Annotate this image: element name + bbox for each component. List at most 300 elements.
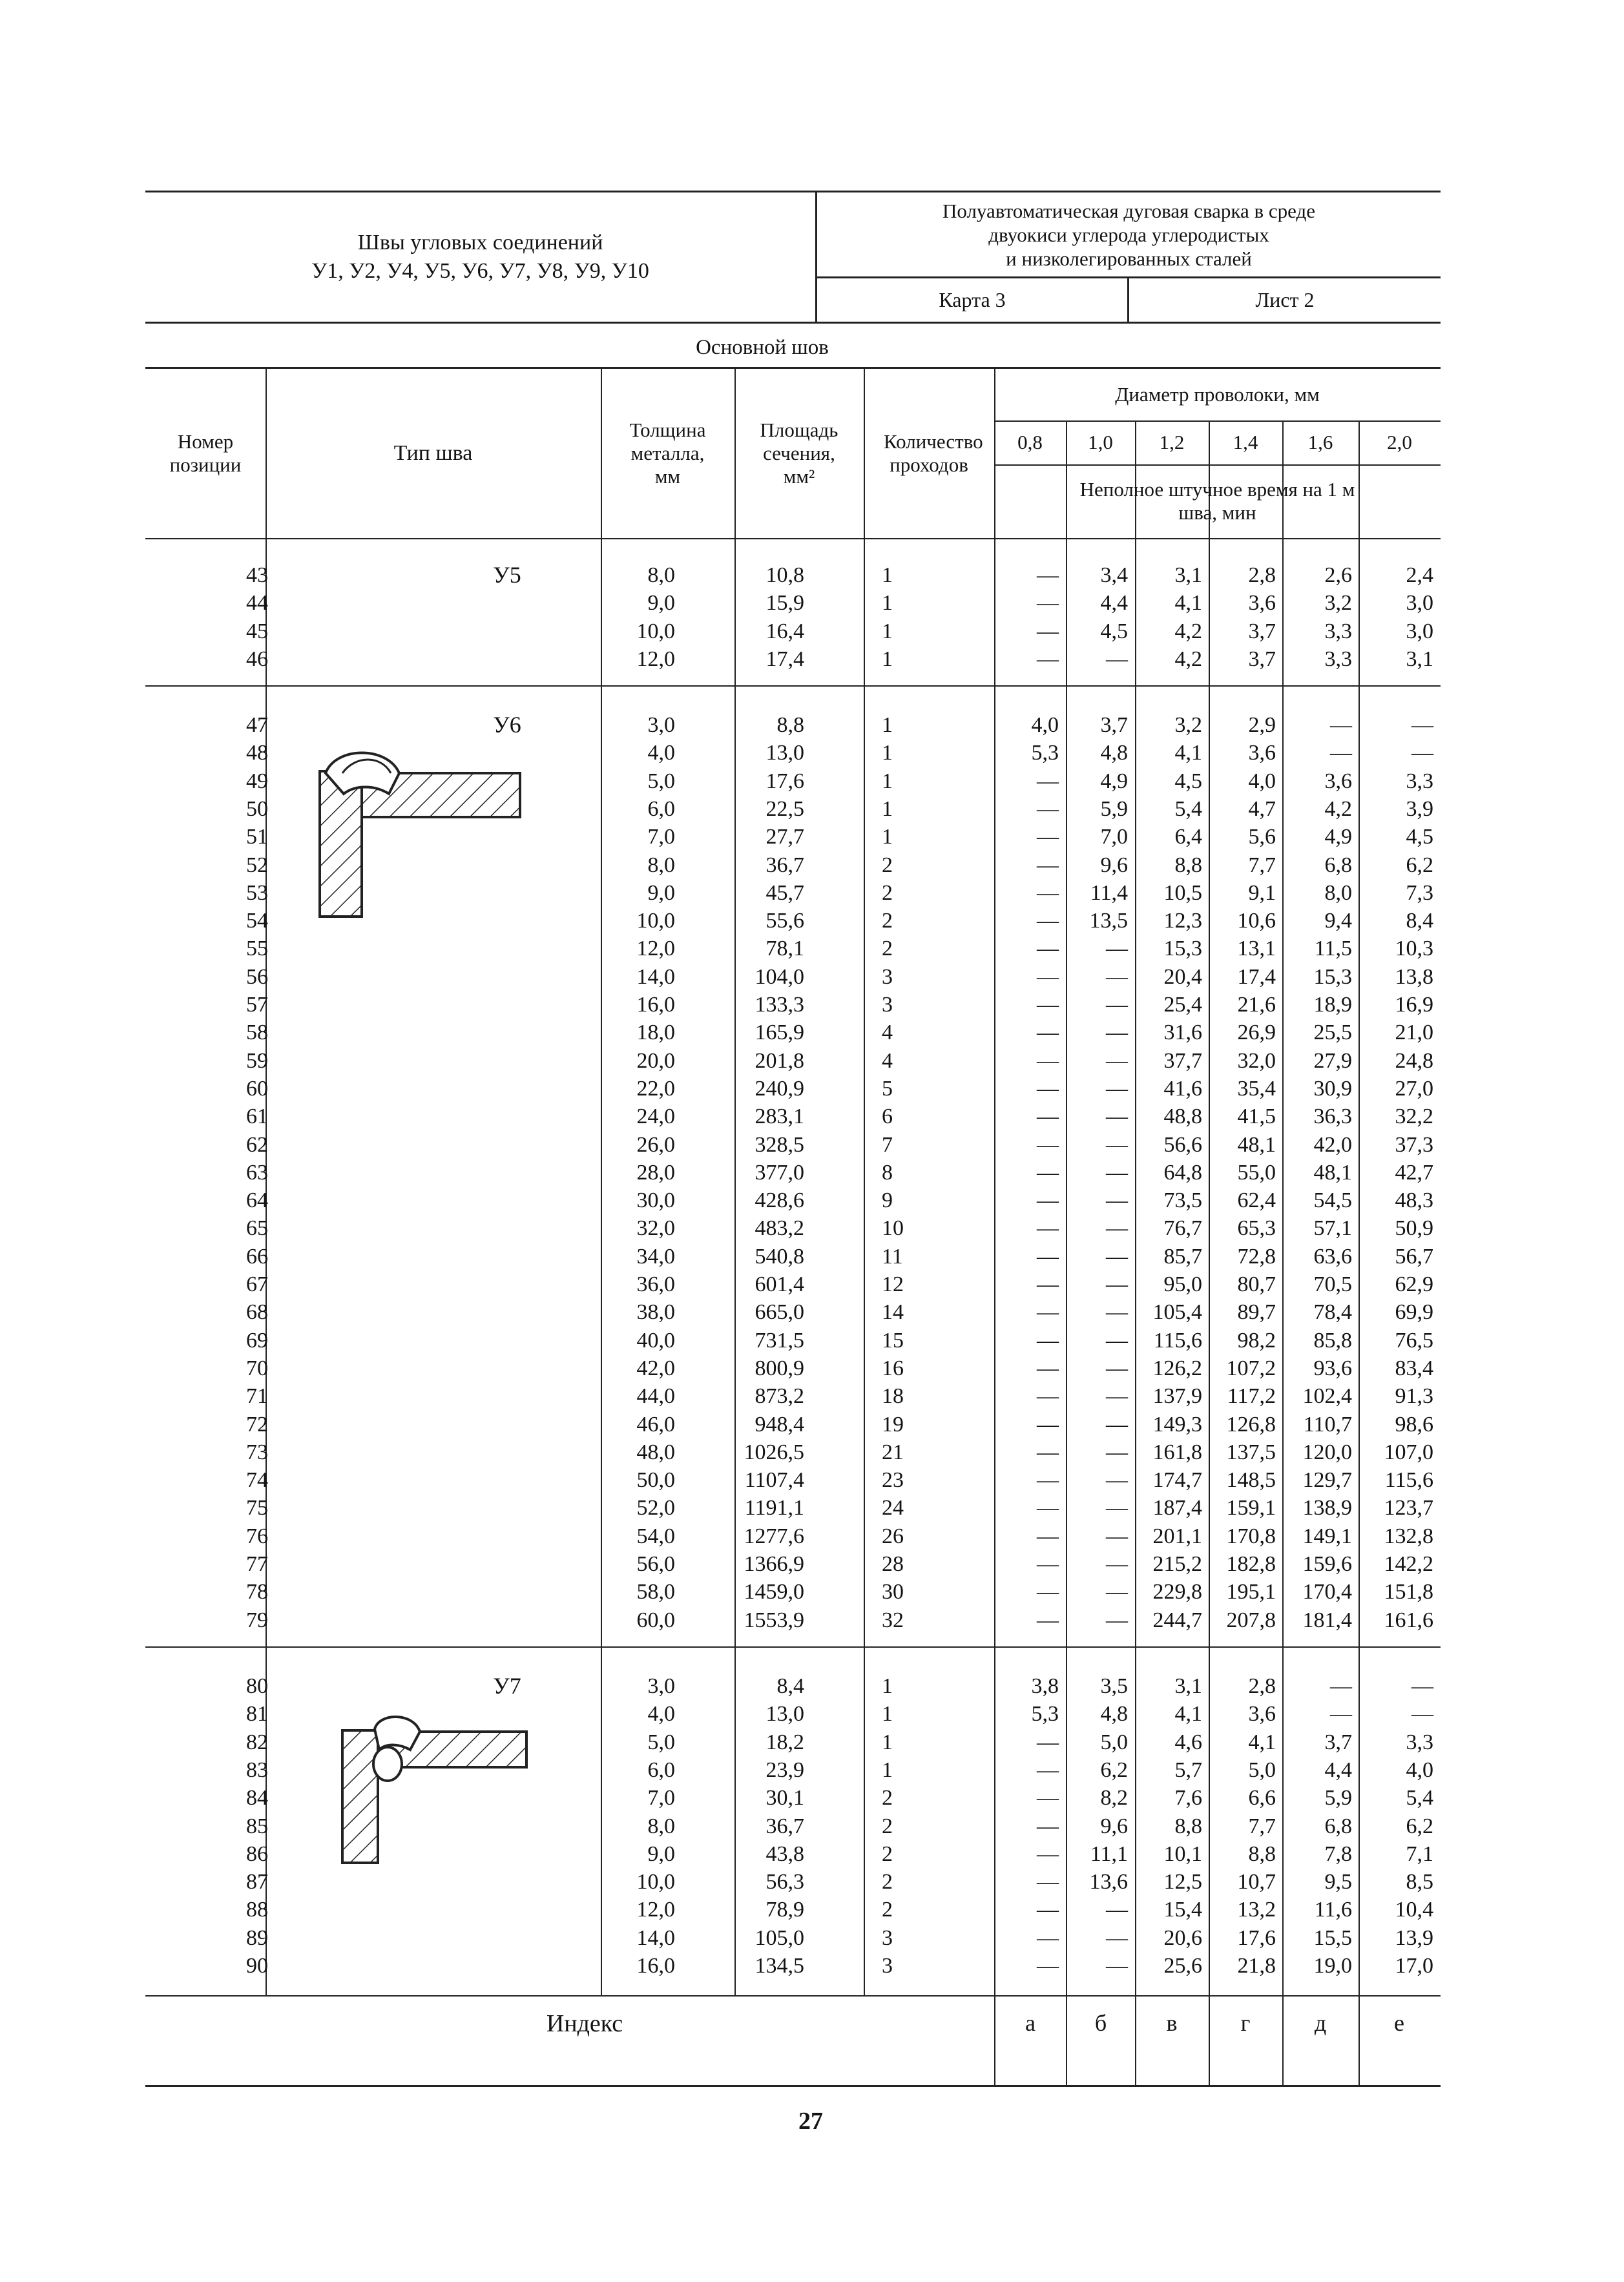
cell-time: 64,8 — [1163, 1160, 1202, 1185]
cell-time: 4,2 — [1174, 647, 1202, 671]
cell-time: 3,3 — [1324, 619, 1352, 643]
cell-time: 15,4 — [1163, 1898, 1202, 1922]
cell-area: 22,5 — [765, 796, 804, 821]
cell-time: — — [1106, 1076, 1128, 1101]
cell-passes: 2 — [882, 1870, 893, 1894]
cell-time: 115,6 — [1153, 1328, 1202, 1353]
cell-time: 20,6 — [1163, 1925, 1202, 1950]
cell-time: 42,7 — [1395, 1160, 1433, 1185]
cell-position: 66 — [246, 1244, 268, 1269]
cell-time: 36,3 — [1313, 1105, 1352, 1129]
cell-time: — — [1106, 1300, 1128, 1325]
colhdr-d-14: 1,4 — [1233, 431, 1258, 453]
cell-thickness: 12,0 — [636, 937, 675, 961]
cell-position: 49 — [246, 769, 268, 793]
cell-time: — — [1037, 591, 1059, 616]
cell-position: 55 — [246, 937, 268, 961]
cell-time: 3,5 — [1100, 1674, 1128, 1698]
cell-time: 5,6 — [1248, 825, 1276, 849]
cell-time: — — [1106, 1216, 1128, 1241]
cell-passes: 1 — [882, 563, 893, 587]
cell-time: 83,4 — [1395, 1356, 1433, 1380]
cell-passes: 2 — [882, 1814, 893, 1838]
cell-area: 240,9 — [755, 1076, 804, 1101]
cell-time: 107,2 — [1226, 1356, 1276, 1380]
cell-time: 5,4 — [1406, 1786, 1433, 1810]
cell-passes: 23 — [882, 1468, 904, 1493]
cell-time: — — [1330, 713, 1352, 737]
cell-passes: 2 — [882, 1841, 893, 1866]
cell-thickness: 16,0 — [636, 1954, 675, 1978]
header-seam-types — [145, 192, 817, 322]
cell-thickness: 6,0 — [647, 1758, 675, 1782]
cell-passes: 18 — [882, 1384, 904, 1409]
index-a: а — [1025, 2010, 1036, 2036]
cell-area: 328,5 — [755, 1132, 804, 1157]
cell-time: — — [1106, 1132, 1128, 1157]
cell-position: 86 — [246, 1841, 268, 1866]
cell-time: 3,6 — [1248, 591, 1276, 616]
cell-area: 78,9 — [765, 1898, 804, 1922]
cell-time: 78,4 — [1313, 1300, 1352, 1325]
cell-time: 9,1 — [1248, 880, 1276, 905]
cell-time: 31,6 — [1163, 1021, 1202, 1045]
cell-time: — — [1106, 1328, 1128, 1353]
cell-position: 47 — [246, 713, 268, 737]
cell-time: 57,1 — [1313, 1216, 1352, 1241]
cell-passes: 16 — [882, 1356, 904, 1380]
cell-time: 6,4 — [1174, 825, 1202, 849]
cell-time: 48,3 — [1395, 1188, 1433, 1213]
cell-time: 9,4 — [1324, 909, 1352, 933]
cell-thickness: 32,0 — [636, 1216, 675, 1241]
cell-time: — — [1106, 1496, 1128, 1520]
group-divider — [145, 1646, 1441, 1648]
cell-time: — — [1037, 1105, 1059, 1129]
cell-time: 17,0 — [1395, 1954, 1433, 1978]
cell-time: 21,6 — [1237, 993, 1276, 1017]
cell-time: 138,9 — [1302, 1496, 1352, 1520]
cell-area: 13,0 — [765, 1702, 804, 1727]
cell-time: 3,7 — [1248, 647, 1276, 671]
cell-time: 207,8 — [1226, 1608, 1276, 1632]
cell-area: 27,7 — [765, 825, 804, 849]
cell-time: — — [1037, 1730, 1059, 1754]
cell-time: — — [1037, 1384, 1059, 1409]
cell-time: 244,7 — [1152, 1608, 1202, 1632]
cell-time: 62,9 — [1395, 1272, 1433, 1296]
cell-time: 182,8 — [1226, 1552, 1276, 1576]
cell-time: 13,1 — [1237, 937, 1276, 961]
cell-time: 2,9 — [1248, 713, 1276, 737]
cell-time: 3,1 — [1406, 647, 1433, 671]
cell-time: — — [1106, 1552, 1128, 1576]
cell-thickness: 20,0 — [636, 1048, 675, 1073]
cell-time: 149,1 — [1302, 1524, 1352, 1548]
cell-time: — — [1037, 1524, 1059, 1548]
cell-thickness: 50,0 — [636, 1468, 675, 1493]
cell-time: 107,0 — [1384, 1440, 1433, 1464]
cell-time: 25,4 — [1163, 993, 1202, 1017]
cell-passes: 1 — [882, 1702, 893, 1727]
cell-area: 377,0 — [755, 1160, 804, 1185]
cell-passes: 1 — [882, 647, 893, 671]
cell-position: 81 — [246, 1702, 268, 1727]
cell-time: — — [1037, 1048, 1059, 1073]
cell-time: 4,0 — [1248, 769, 1276, 793]
cell-time: 5,9 — [1100, 796, 1128, 821]
cell-thickness: 22,0 — [636, 1076, 675, 1101]
cell-time: 5,0 — [1248, 1758, 1276, 1782]
cell-time: 32,0 — [1237, 1048, 1276, 1073]
cell-position: 90 — [246, 1954, 268, 1978]
cell-time: 5,9 — [1324, 1786, 1352, 1810]
cell-time: — — [1106, 1048, 1128, 1073]
cell-position: 65 — [246, 1216, 268, 1241]
cell-thickness: 52,0 — [636, 1496, 675, 1520]
cell-time: 24,8 — [1395, 1048, 1433, 1073]
cell-time: 89,7 — [1237, 1300, 1276, 1325]
cell-position: 70 — [246, 1356, 268, 1380]
cell-passes: 1 — [882, 713, 893, 737]
seam-type-label: У5 — [493, 562, 521, 588]
cell-thickness: 10,0 — [636, 1870, 675, 1894]
cell-time: 4,2 — [1324, 796, 1352, 821]
cell-time: 27,9 — [1313, 1048, 1352, 1073]
cell-time: 26,9 — [1237, 1021, 1276, 1045]
cell-position: 53 — [246, 880, 268, 905]
cell-area: 1553,9 — [744, 1608, 804, 1632]
header-sheet: Лист 2 — [1255, 288, 1315, 311]
cell-position: 59 — [246, 1048, 268, 1073]
cell-time: — — [1037, 1021, 1059, 1045]
cell-passes: 1 — [882, 769, 893, 793]
cell-time: 4,6 — [1174, 1730, 1202, 1754]
header-card: Карта 3 — [817, 278, 1129, 322]
colhdr-position: Номер позиции — [169, 430, 242, 476]
cell-time: — — [1037, 1300, 1059, 1325]
cell-time: — — [1037, 853, 1059, 877]
cell-time: — — [1106, 1412, 1128, 1437]
cell-time: 11,1 — [1090, 1841, 1128, 1866]
weld-sketch-u7-icon — [339, 1712, 533, 1867]
cell-area: 873,2 — [755, 1384, 804, 1409]
seam-type-label: У7 — [493, 1673, 521, 1699]
cell-time: — — [1037, 964, 1059, 989]
colhdr-piece-time: Неполное штучное время на 1 м шва, мин — [1079, 478, 1355, 524]
cell-time: 137,5 — [1226, 1440, 1276, 1464]
cell-time: 6,8 — [1324, 1814, 1352, 1838]
cell-time: 72,8 — [1237, 1244, 1276, 1269]
colhdr-area: Площадь сечения, мм² — [760, 419, 838, 488]
cell-time: — — [1106, 1925, 1128, 1950]
cell-time: — — [1411, 713, 1433, 737]
cell-thickness: 60,0 — [636, 1608, 675, 1632]
cell-time: 4,9 — [1100, 769, 1128, 793]
cell-time: 12,3 — [1163, 909, 1202, 933]
cell-passes: 9 — [882, 1188, 893, 1213]
cell-thickness: 4,0 — [647, 1702, 675, 1727]
cell-time: 137,9 — [1152, 1384, 1202, 1409]
cell-area: 165,9 — [755, 1021, 804, 1045]
index-d: д — [1314, 2010, 1327, 2036]
cell-time: — — [1037, 1898, 1059, 1922]
cell-thickness: 9,0 — [647, 1841, 675, 1866]
cell-time: 41,6 — [1163, 1076, 1202, 1101]
cell-position: 89 — [246, 1925, 268, 1950]
cell-time: 76,5 — [1395, 1328, 1433, 1353]
cell-thickness: 30,0 — [636, 1188, 675, 1213]
group-divider — [145, 685, 1441, 687]
cell-time: — — [1106, 1440, 1128, 1464]
cell-time: 62,4 — [1237, 1188, 1276, 1213]
cell-time: — — [1106, 964, 1128, 989]
index-v: в — [1166, 2010, 1178, 2036]
cell-time: — — [1106, 1898, 1128, 1922]
cell-time: 48,8 — [1163, 1105, 1202, 1129]
cell-thickness: 3,0 — [647, 1674, 675, 1698]
cell-time: 11,6 — [1314, 1898, 1352, 1922]
cell-time: — — [1037, 1786, 1059, 1810]
cell-time: 3,7 — [1248, 619, 1276, 643]
cell-time: 70,5 — [1313, 1272, 1352, 1296]
cell-time: 21,8 — [1237, 1954, 1276, 1978]
colhdr-d-12: 1,2 — [1159, 431, 1185, 453]
cell-passes: 28 — [882, 1552, 904, 1576]
cell-time: 4,4 — [1324, 1758, 1352, 1782]
cell-time: 63,6 — [1313, 1244, 1352, 1269]
cell-time: 25,5 — [1313, 1021, 1352, 1045]
cell-time: — — [1106, 1272, 1128, 1296]
cell-time: 3,1 — [1174, 1674, 1202, 1698]
header-process — [817, 192, 1441, 278]
cell-thickness: 10,0 — [636, 619, 675, 643]
cell-position: 77 — [246, 1552, 268, 1576]
cell-time: 16,9 — [1395, 993, 1433, 1017]
cell-time: 32,2 — [1395, 1105, 1433, 1129]
cell-time: 13,9 — [1395, 1925, 1433, 1950]
cell-thickness: 46,0 — [636, 1412, 675, 1437]
cell-time: — — [1037, 563, 1059, 587]
cell-position: 44 — [246, 591, 268, 616]
cell-time: 2,4 — [1406, 563, 1433, 587]
cell-passes: 11 — [882, 1244, 903, 1269]
colhdr-d-20: 2,0 — [1387, 431, 1412, 453]
cell-passes: 1 — [882, 1730, 893, 1754]
col-divider — [864, 369, 865, 1995]
cell-time: 151,8 — [1384, 1580, 1433, 1604]
cell-time: — — [1037, 1758, 1059, 1782]
cell-passes: 5 — [882, 1076, 893, 1101]
cell-passes: 8 — [882, 1160, 893, 1185]
cell-time: — — [1106, 1954, 1128, 1978]
cell-thickness: 34,0 — [636, 1244, 675, 1269]
cell-time: 7,0 — [1100, 825, 1128, 849]
cell-time: 4,4 — [1100, 591, 1128, 616]
header-left-line2: У1, У2, У4, У5, У6, У7, У8, У9, У10 — [311, 259, 649, 283]
cell-area: 36,7 — [765, 853, 804, 877]
cell-area: 55,6 — [765, 909, 804, 933]
cell-time: 56,6 — [1163, 1132, 1202, 1157]
cell-passes: 1 — [882, 741, 893, 765]
cell-time: 11,4 — [1090, 880, 1128, 905]
cell-passes: 6 — [882, 1105, 893, 1129]
cell-time: 2,6 — [1324, 563, 1352, 587]
cell-passes: 3 — [882, 993, 893, 1017]
cell-time: 55,0 — [1237, 1160, 1276, 1185]
cell-passes: 19 — [882, 1412, 904, 1437]
header-right-line2: двуокиси углерода углеродистых — [988, 223, 1269, 246]
cell-time: 13,6 — [1089, 1870, 1128, 1894]
cell-thickness: 4,0 — [647, 741, 675, 765]
cell-area: 17,6 — [765, 769, 804, 793]
cell-passes: 3 — [882, 964, 893, 989]
cell-time: 6,2 — [1406, 1814, 1433, 1838]
cell-time: — — [1106, 1468, 1128, 1493]
cell-time: 117,2 — [1227, 1384, 1276, 1409]
cell-time: 9,6 — [1100, 853, 1128, 877]
cell-time: 7,7 — [1248, 1814, 1276, 1838]
cell-time: — — [1106, 1356, 1128, 1380]
cell-time: 123,7 — [1384, 1496, 1433, 1520]
cell-area: 1366,9 — [744, 1552, 804, 1576]
cell-position: 73 — [246, 1440, 268, 1464]
cell-passes: 15 — [882, 1328, 904, 1353]
cell-thickness: 14,0 — [636, 1925, 675, 1950]
cell-time: 27,0 — [1395, 1076, 1433, 1101]
cell-time: — — [1411, 1702, 1433, 1727]
cell-time: — — [1037, 769, 1059, 793]
colhdr-d-10: 1,0 — [1088, 431, 1113, 453]
cell-time: 3,3 — [1324, 647, 1352, 671]
cell-time: 37,3 — [1395, 1132, 1433, 1157]
cell-thickness: 36,0 — [636, 1272, 675, 1296]
cell-time: — — [1037, 825, 1059, 849]
cell-passes: 1 — [882, 825, 893, 849]
cell-time: 149,3 — [1152, 1412, 1202, 1437]
cell-thickness: 5,0 — [647, 769, 675, 793]
cell-time: 120,0 — [1302, 1440, 1352, 1464]
cell-area: 104,0 — [755, 964, 804, 989]
cell-position: 63 — [246, 1160, 268, 1185]
cell-time: 17,6 — [1237, 1925, 1276, 1950]
cell-time: 148,5 — [1226, 1468, 1276, 1493]
cell-passes: 2 — [882, 880, 893, 905]
cell-time: 3,6 — [1248, 1702, 1276, 1727]
cell-time: — — [1037, 796, 1059, 821]
cell-time: 4,1 — [1248, 1730, 1276, 1754]
cell-time: — — [1106, 1021, 1128, 1045]
cell-time: — — [1037, 1440, 1059, 1464]
cell-area: 8,8 — [776, 713, 804, 737]
cell-position: 67 — [246, 1272, 268, 1296]
cell-time: 3,2 — [1174, 713, 1202, 737]
cell-time: 187,4 — [1152, 1496, 1202, 1520]
cell-position: 79 — [246, 1608, 268, 1632]
cell-time: — — [1037, 993, 1059, 1017]
cell-time: 5,7 — [1174, 1758, 1202, 1782]
cell-position: 58 — [246, 1021, 268, 1045]
cell-time: 4,2 — [1174, 619, 1202, 643]
cell-position: 45 — [246, 619, 268, 643]
cell-passes: 2 — [882, 909, 893, 933]
cell-time: 126,2 — [1152, 1356, 1202, 1380]
cell-thickness: 28,0 — [636, 1160, 675, 1185]
cell-position: 52 — [246, 853, 268, 877]
cell-time: 174,7 — [1152, 1468, 1202, 1493]
cell-time: 110,7 — [1303, 1412, 1352, 1437]
cell-passes: 21 — [882, 1440, 904, 1464]
cell-time: — — [1106, 993, 1128, 1017]
cell-thickness: 5,0 — [647, 1730, 675, 1754]
cell-time: 159,1 — [1226, 1496, 1276, 1520]
weld-sketch-u6-icon — [317, 749, 536, 923]
cell-time: 10,4 — [1395, 1898, 1433, 1922]
cell-time: 5,3 — [1031, 741, 1059, 765]
colhdr-seam-type: Тип шва — [393, 441, 473, 465]
cell-position: 78 — [246, 1580, 268, 1604]
cell-time: — — [1037, 1160, 1059, 1185]
cell-time: 13,5 — [1089, 909, 1128, 933]
cell-position: 88 — [246, 1898, 268, 1922]
cell-area: 540,8 — [755, 1244, 804, 1269]
cell-time: 6,2 — [1100, 1758, 1128, 1782]
cell-position: 69 — [246, 1328, 268, 1353]
cell-passes: 1 — [882, 796, 893, 821]
cell-time: 56,7 — [1395, 1244, 1433, 1269]
cell-position: 72 — [246, 1412, 268, 1437]
cell-time: 7,1 — [1406, 1841, 1433, 1866]
cell-time: 3,0 — [1406, 619, 1433, 643]
cell-passes: 14 — [882, 1300, 904, 1325]
cell-time: 15,5 — [1313, 1925, 1352, 1950]
cell-area: 134,5 — [755, 1954, 804, 1978]
cell-position: 84 — [246, 1786, 268, 1810]
cell-time: 4,9 — [1324, 825, 1352, 849]
cell-time: — — [1106, 647, 1128, 671]
cell-passes: 26 — [882, 1524, 904, 1548]
cell-thickness: 56,0 — [636, 1552, 675, 1576]
cell-time: 19,0 — [1313, 1954, 1352, 1978]
cell-thickness: 54,0 — [636, 1524, 675, 1548]
header-right-line1: Полуавтоматическая дуговая сварка в среде — [942, 199, 1316, 222]
cell-area: 1191,1 — [744, 1496, 804, 1520]
cell-time: 7,8 — [1324, 1841, 1352, 1866]
cell-time: 215,2 — [1152, 1552, 1202, 1576]
cell-time: 4,8 — [1100, 741, 1128, 765]
cell-area: 1277,6 — [744, 1524, 804, 1548]
cell-time: — — [1037, 1870, 1059, 1894]
cell-area: 43,8 — [765, 1841, 804, 1866]
cell-time: — — [1037, 1216, 1059, 1241]
cell-time: — — [1330, 1702, 1352, 1727]
colhdr-d-16: 1,6 — [1307, 431, 1333, 453]
cell-thickness: 16,0 — [636, 993, 675, 1017]
cell-time: 80,7 — [1237, 1272, 1276, 1296]
cell-position: 82 — [246, 1730, 268, 1754]
cell-area: 78,1 — [765, 937, 804, 961]
cell-time: 7,7 — [1248, 853, 1276, 877]
cell-time: 159,6 — [1302, 1552, 1352, 1576]
cell-position: 50 — [246, 796, 268, 821]
cell-time: 35,4 — [1237, 1076, 1276, 1101]
cell-thickness: 9,0 — [647, 880, 675, 905]
cell-time: 9,5 — [1324, 1870, 1352, 1894]
cell-time: 4,5 — [1174, 769, 1202, 793]
cell-passes: 3 — [882, 1954, 893, 1978]
time-norms-table — [145, 367, 1441, 2087]
cell-time: — — [1330, 741, 1352, 765]
